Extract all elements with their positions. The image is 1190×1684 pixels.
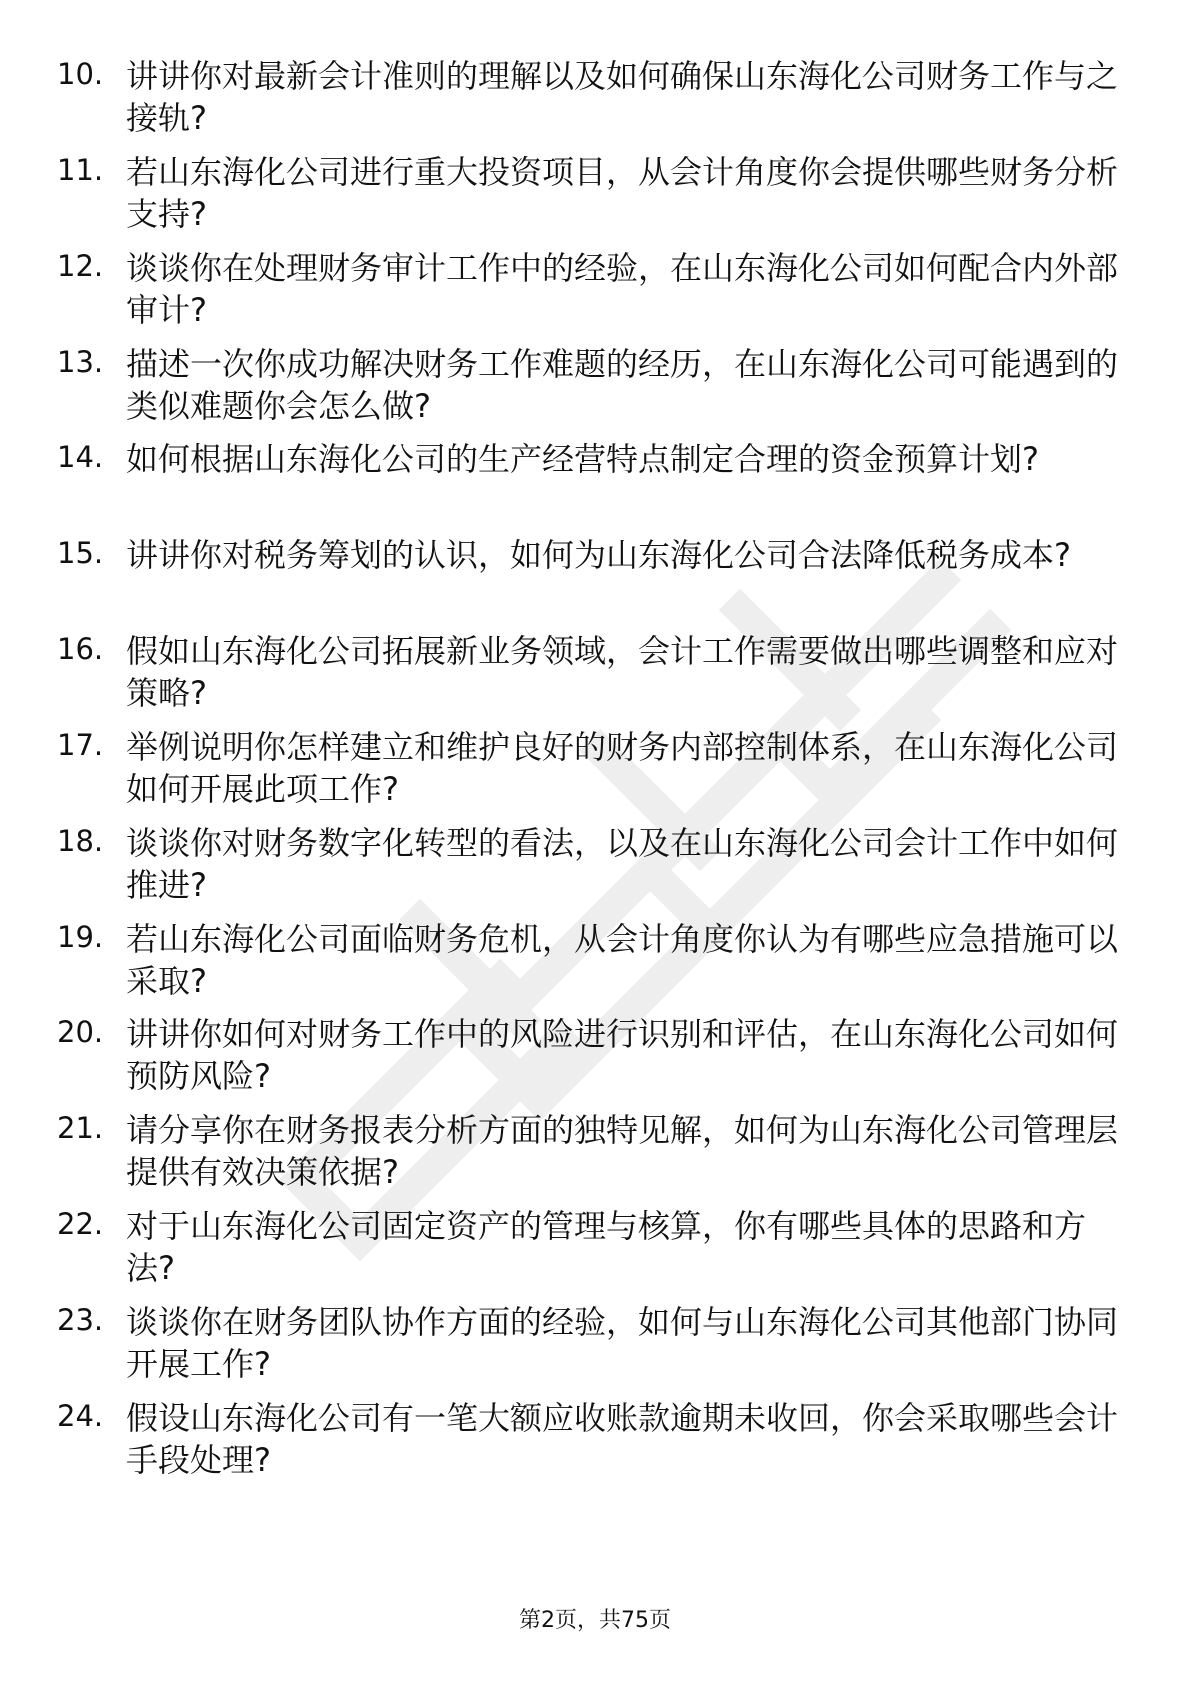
list-item xyxy=(0,55,1190,145)
question-number: 20. xyxy=(57,1015,104,1049)
list-item xyxy=(0,1205,1190,1295)
question-text: 请分享你在财务报表分析方面的独特见解，如何为山东海化公司管理层提供有效决策依据? xyxy=(126,1111,1119,1191)
page-number-footer: 第2页，共75页 xyxy=(519,1608,671,1633)
question-text: 若山东海化公司进行重大投资项目，从会计角度你会提供哪些财务分析支持? xyxy=(126,153,1119,233)
list-item xyxy=(0,343,1190,433)
question-text: 谈谈你在处理财务审计工作中的经验，在山东海化公司如何配合内外部审计? xyxy=(126,249,1119,329)
question-text: 若山东海化公司面临财务危机，从会计角度你认为有哪些应急措施可以采取? xyxy=(126,920,1119,1000)
question-number: 22. xyxy=(57,1207,104,1241)
list-item xyxy=(0,1301,1190,1391)
question-number: 16. xyxy=(57,632,104,666)
list-item xyxy=(0,438,1190,528)
question-text: 讲讲你对税务筹划的认识，如何为山东海化公司合法降低税务成本? xyxy=(126,536,1071,574)
question-text: 谈谈你在财务团队协作方面的经验，如何与山东海化公司其他部门协同开展工作? xyxy=(126,1303,1119,1383)
question-number: 21. xyxy=(57,1111,104,1145)
list-item xyxy=(0,151,1190,241)
question-text: 举例说明你怎样建立和维护良好的财务内部控制体系，在山东海化公司如何开展此项工作? xyxy=(126,728,1119,808)
question-number: 11. xyxy=(57,153,104,187)
list-item xyxy=(0,822,1190,912)
question-number: 24. xyxy=(57,1399,104,1433)
question-text: 假如山东海化公司拓展新业务领域，会计工作需要做出哪些调整和应对策略? xyxy=(126,632,1119,712)
question-text: 如何根据山东海化公司的生产经营特点制定合理的资金预算计划? xyxy=(126,440,1039,478)
question-number: 23. xyxy=(57,1303,104,1337)
question-number: 13. xyxy=(57,345,104,379)
question-number: 12. xyxy=(57,249,104,283)
list-item xyxy=(0,1397,1190,1487)
question-number: 15. xyxy=(57,536,104,570)
question-number: 18. xyxy=(57,824,104,858)
question-text: 描述一次你成功解决财务工作难题的经历，在山东海化公司可能遇到的类似难题你会怎么做? xyxy=(126,345,1119,425)
list-item xyxy=(0,1109,1190,1199)
question-number: 19. xyxy=(57,920,104,954)
question-number: 17. xyxy=(57,728,104,762)
question-text: 讲讲你如何对财务工作中的风险进行识别和评估，在山东海化公司如何预防风险? xyxy=(126,1015,1119,1095)
question-text: 讲讲你对最新会计准则的理解以及如何确保山东海化公司财务工作与之接轨? xyxy=(126,57,1119,137)
list-item xyxy=(0,1013,1190,1103)
list-item xyxy=(0,534,1190,624)
list-item xyxy=(0,918,1190,1008)
list-item xyxy=(0,247,1190,337)
question-text: 假设山东海化公司有一笔大额应收账款逾期未收回，你会采取哪些会计手段处理? xyxy=(126,1399,1119,1479)
question-text: 谈谈你对财务数字化转型的看法，以及在山东海化公司会计工作中如何推进? xyxy=(126,824,1119,904)
question-number: 10. xyxy=(57,57,104,91)
question-text: 对于山东海化公司固定资产的管理与核算，你有哪些具体的思路和方法? xyxy=(126,1207,1087,1287)
list-item xyxy=(0,726,1190,816)
list-item xyxy=(0,630,1190,720)
question-number: 14. xyxy=(57,440,104,474)
